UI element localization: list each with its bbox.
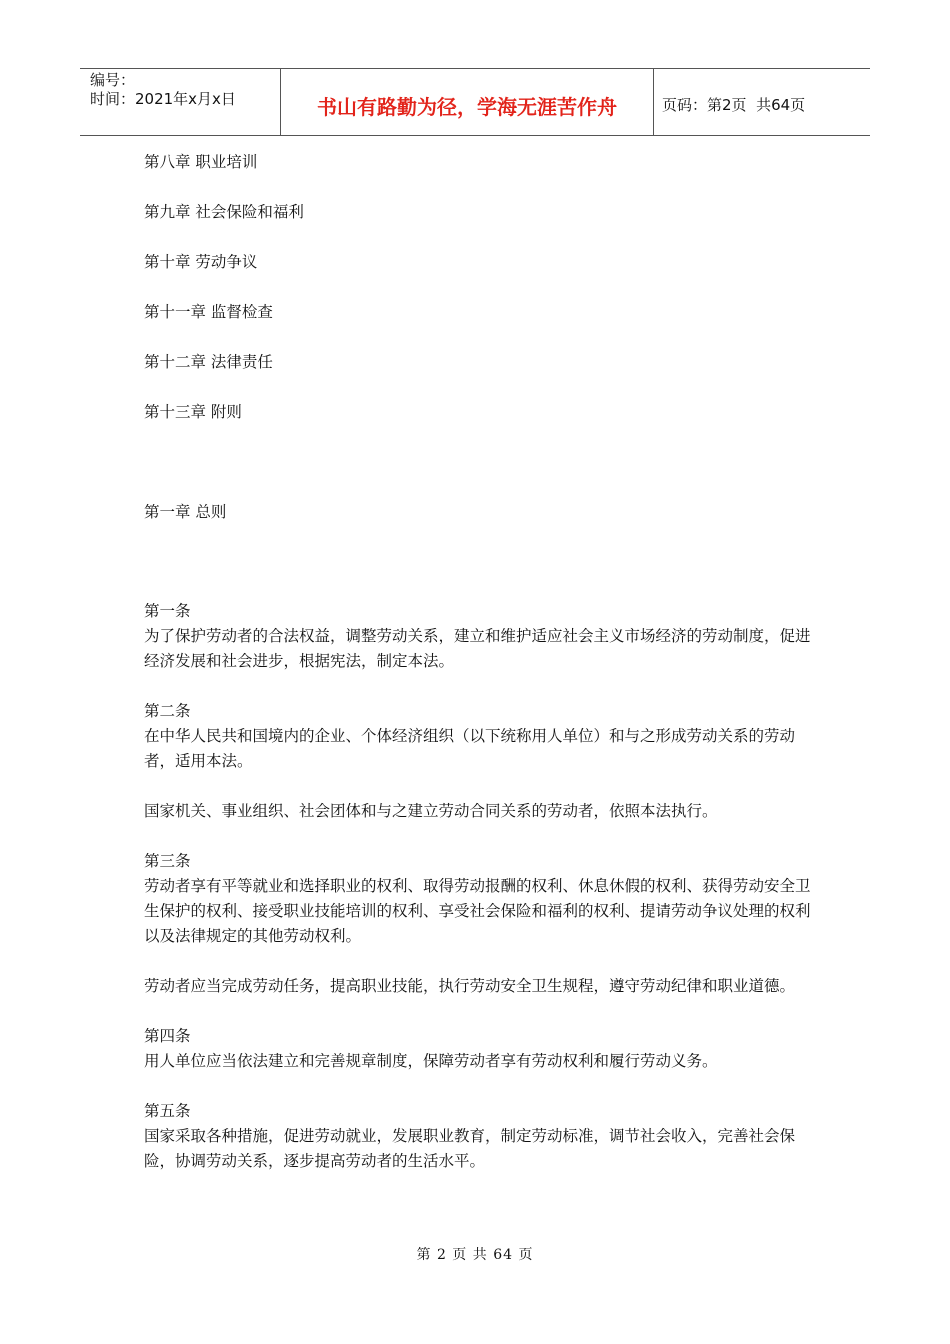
toc-list xyxy=(144,150,812,425)
toc-item: 第八章 职业培训 xyxy=(144,153,258,171)
article-title: 第二条 xyxy=(144,702,191,720)
article-title: 第三条 xyxy=(144,852,191,870)
article xyxy=(144,849,812,999)
article xyxy=(144,1099,812,1174)
toc-item: 第十二章 法律责任 xyxy=(144,353,273,371)
toc-item: 第九章 社会保险和福利 xyxy=(144,203,304,221)
article xyxy=(144,699,812,824)
toc-item: 第十章 劳动争议 xyxy=(144,253,258,271)
time-label: 时间：2021年x月x日 xyxy=(90,90,236,108)
number-label: 编号： xyxy=(90,71,136,89)
page-header xyxy=(80,68,870,136)
article xyxy=(144,1024,812,1074)
page-info-text: 页码：第2页 共64页 xyxy=(662,95,806,114)
header-meta xyxy=(80,69,281,135)
article-paragraph: 用人单位应当依法建立和完善规章制度，保障劳动者享有劳动权利和履行劳动义务。 xyxy=(144,1052,718,1070)
article-title: 第五条 xyxy=(144,1102,191,1120)
article-paragraph: 为了保护劳动者的合法权益，调整劳动关系，建立和维护适应社会主义市场经济的劳动制度，促进经济发展和社会进步，根据宪法，制定本法。 xyxy=(144,627,811,670)
article-title: 第一条 xyxy=(144,602,191,620)
header-page-info xyxy=(654,69,870,135)
chapter-title: 第一章 总则 xyxy=(144,503,227,521)
article xyxy=(144,599,812,674)
article-paragraph: 国家采取各种措施，促进劳动就业，发展职业教育，制定劳动标准，调节社会收入，完善社会保险，协调劳动关系，逐步提高劳动者的生活水平。 xyxy=(144,1127,796,1170)
toc-item: 第十三章 附则 xyxy=(144,403,242,421)
header-motto: 书山有路勤为径，学海无涯苦作舟 xyxy=(281,69,654,135)
article-title: 第四条 xyxy=(144,1027,191,1045)
toc-item: 第十一章 监督检查 xyxy=(144,303,273,321)
page-footer: 第 2 页 共 64 页 xyxy=(416,1247,534,1263)
document-body xyxy=(144,150,812,1199)
article-paragraph: 在中华人民共和国境内的企业、个体经济组织（以下统称用人单位）和与之形成劳动关系的劳动者，适用本法。 xyxy=(144,727,796,770)
article-paragraph: 劳动者应当完成劳动任务，提高职业技能，执行劳动安全卫生规程，遵守劳动纪律和职业道德。 xyxy=(144,977,796,995)
article-paragraph: 劳动者享有平等就业和选择职业的权利、取得劳动报酬的权利、休息休假的权利、获得劳动安全卫生保护的权利、接受职业技能培训的权利、享受社会保险和福利的权利、提请劳动争议处理的权利以及法律规定的其他劳动权利。 xyxy=(144,877,811,945)
article-paragraph: 国家机关、事业组织、社会团体和与之建立劳动合同关系的劳动者，依照本法执行。 xyxy=(144,802,718,820)
